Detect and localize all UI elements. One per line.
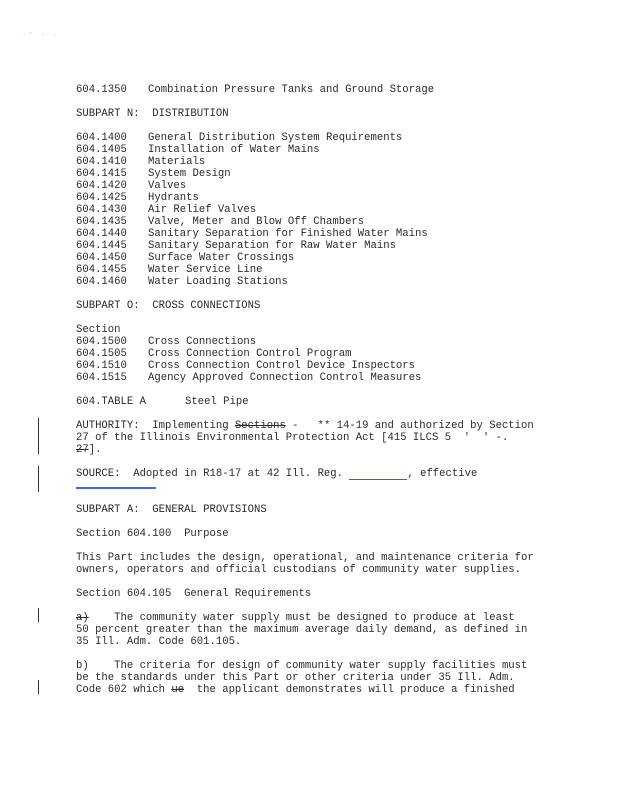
section-title: Cross Connection Control Device Inspectors — [148, 360, 416, 372]
section-105-heading: Section 604.105 General Requirements — [76, 588, 312, 600]
toc-row — [0, 252, 618, 264]
toc-row — [0, 336, 618, 348]
change-bar — [38, 466, 39, 492]
toc-row — [0, 156, 618, 168]
section-title: Cross Connections — [148, 336, 257, 348]
toc-row — [0, 216, 618, 228]
toc-row — [0, 228, 618, 240]
section-title: Installation of Water Mains — [148, 144, 320, 156]
scan-corner-marks: ·° · · — [22, 32, 60, 40]
toc-row — [0, 360, 618, 372]
section-number: 604.1435 — [76, 216, 127, 228]
section-number: 604.1430 — [76, 204, 127, 216]
table-a-row — [0, 396, 618, 408]
toc-row — [0, 204, 618, 216]
source-line: SOURCE: Adopted in R18-17 at 42 Ill. Reg. , effective — [76, 468, 478, 480]
section-number: 604.1450 — [76, 252, 127, 264]
toc-row — [0, 276, 618, 288]
toc-row — [0, 180, 618, 192]
toc-row — [0, 264, 618, 276]
section-title: Valve, Meter and Blow Off Chambers — [148, 216, 365, 228]
subpart-n-heading: SUBPART N: DISTRIBUTION — [76, 108, 229, 120]
section-title: Surface Water Crossings — [148, 252, 295, 264]
section-number: 604.1455 — [76, 264, 127, 276]
purpose-line-2: owners, operators and official custodians of community water supplies. — [76, 564, 522, 576]
change-bar — [38, 418, 39, 454]
table-number: 604.TABLE A — [76, 396, 146, 408]
section-title: Water Loading Stations — [148, 276, 288, 288]
toc-row — [0, 192, 618, 204]
section-number: 604.1405 — [76, 144, 127, 156]
section-title: General Distribution System Requirements — [148, 132, 403, 144]
para-b-line-3: Code 602 which ue the applicant demonstrates will produce a finished — [76, 684, 515, 696]
section-number: 604.1445 — [76, 240, 127, 252]
section-label: Section — [76, 324, 121, 336]
para-b-line-1: b) The criteria for design of community water supply facilities must — [76, 660, 528, 672]
section-title: Hydrants — [148, 192, 199, 204]
section-number: 604.1505 — [76, 348, 127, 360]
section-number: 604.1440 — [76, 228, 127, 240]
reg-page-blank — [349, 470, 407, 480]
subpart-o-heading: SUBPART O: CROSS CONNECTIONS — [76, 300, 261, 312]
toc-row — [0, 132, 618, 144]
section-title: Materials — [148, 156, 206, 168]
para-a-line-2: 50 percent greater than the maximum average daily demand, as defined in — [76, 624, 528, 636]
change-bar — [38, 680, 39, 694]
authority-line-3: 27]. — [76, 444, 102, 456]
section-number: 604.1420 — [76, 180, 127, 192]
section-number: 604.1425 — [76, 192, 127, 204]
effective-date-mark — [76, 487, 156, 489]
change-bar — [38, 608, 39, 622]
section-title: Sanitary Separation for Raw Water Mains — [148, 240, 396, 252]
section-title: Sanitary Separation for Finished Water Mains — [148, 228, 428, 240]
toc-row — [0, 84, 618, 96]
section-number: 604.1350 — [76, 84, 127, 96]
toc-row — [0, 372, 618, 384]
toc-row — [0, 348, 618, 360]
section-number: 604.1500 — [76, 336, 127, 348]
section-number: 604.1415 — [76, 168, 127, 180]
section-number: 604.1515 — [76, 372, 127, 384]
section-title: Valves — [148, 180, 187, 192]
section-title: System Design — [148, 168, 231, 180]
section-number: 604.1460 — [76, 276, 127, 288]
authority-line-1: AUTHORITY: Implementing Sections - ** 14-19 and authorized by Section — [76, 420, 534, 432]
toc-row — [0, 168, 618, 180]
section-100-heading: Section 604.100 Purpose — [76, 528, 229, 540]
section-title: Cross Connection Control Program — [148, 348, 352, 360]
authority-line-2: 27 of the Illinois Environmental Protection Act [415 ILCS 5 ' ' -. — [76, 432, 509, 444]
para-a-line-1: a) The community water supply must be designed to produce at least — [76, 612, 515, 624]
section-title: Combination Pressure Tanks and Ground Storage — [148, 84, 435, 96]
table-title: Steel Pipe — [185, 396, 249, 408]
section-number: 604.1410 — [76, 156, 127, 168]
section-number: 604.1400 — [76, 132, 127, 144]
para-b-line-2: be the standards under this Part or other criteria under 35 Ill. Adm. — [76, 672, 515, 684]
purpose-line-1: This Part includes the design, operational, and maintenance criteria for — [76, 552, 534, 564]
section-title: Air Relief Valves — [148, 204, 257, 216]
section-number: 604.1510 — [76, 360, 127, 372]
subpart-a-heading: SUBPART A: GENERAL PROVISIONS — [76, 504, 267, 516]
toc-row — [0, 144, 618, 156]
toc-row — [0, 240, 618, 252]
para-a-line-3: 35 Ill. Adm. Code 601.105. — [76, 636, 242, 648]
section-title: Water Service Line — [148, 264, 263, 276]
section-title: Agency Approved Connection Control Measures — [148, 372, 422, 384]
